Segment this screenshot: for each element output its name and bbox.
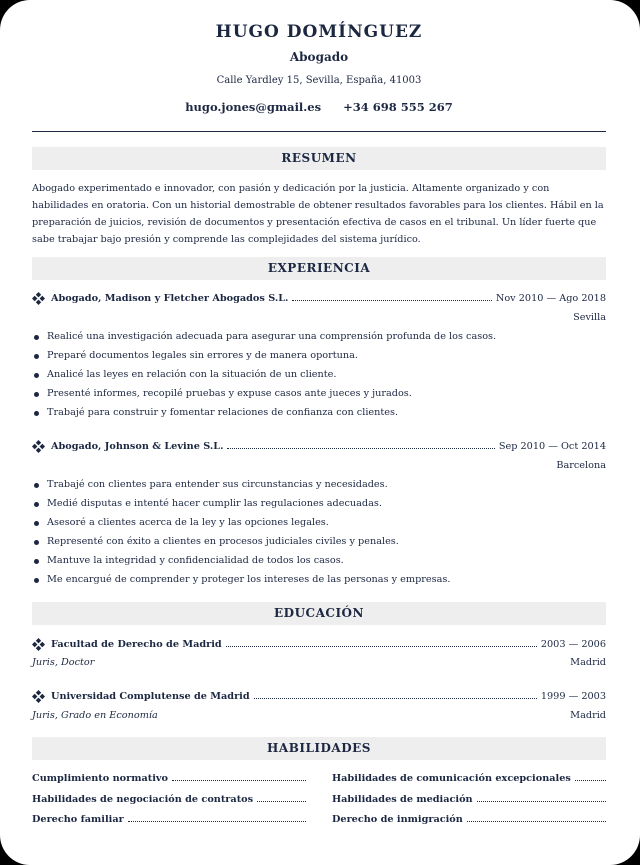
education-school: Facultad de Derecho de Madrid: [51, 638, 222, 650]
list-item: Trabajé para construir y fomentar relaciones de confianza con clientes.: [32, 406, 606, 425]
experience-entry-1-header: [32, 291, 606, 305]
dotted-leader: [254, 698, 537, 699]
dotted-leader: [292, 300, 491, 301]
experience-dates: Sep 2010 — Oct 2014: [498, 440, 606, 452]
candidate-address: Calle Yardley 15, Sevilla, España, 41003: [216, 75, 422, 86]
skill-item: [32, 771, 306, 785]
skill-item: [332, 812, 606, 826]
candidate-title: Abogado: [289, 50, 349, 64]
list-item: Preparé documentos legales sin errores y de manera oportuna.: [32, 349, 606, 368]
dotted-leader: [467, 821, 606, 822]
section-summary-heading: RESUMEN: [32, 147, 606, 170]
email-text: hugo.jones@gmail.es: [185, 100, 322, 114]
experience-2-bullets: [32, 478, 606, 592]
education-entry-1-header: [32, 637, 606, 651]
skill-label: Habilidades de mediación: [332, 793, 473, 805]
experience-role: Abogado, Johnson & Levine S.L.: [51, 440, 224, 452]
experience-location: Sevilla: [573, 312, 606, 323]
skill-item: [332, 771, 606, 785]
dotted-leader: [477, 801, 606, 802]
diamond-cluster-icon: [32, 292, 45, 305]
education-degree: Juris, Grado en Economía: [32, 710, 158, 721]
education-degree: Juris, Doctor: [32, 657, 95, 668]
dotted-leader: [257, 801, 306, 802]
list-item: Medié disputas e intenté hacer cumplir las regulaciones adecuadas.: [32, 497, 606, 516]
section-skills-heading: HABILIDADES: [32, 737, 606, 760]
skill-label: Habilidades de comunicación excepcionales: [332, 772, 571, 784]
diamond-cluster-icon: [32, 690, 45, 703]
skill-label: Derecho familiar: [32, 813, 124, 825]
skill-label: Derecho de inmigración: [332, 813, 463, 825]
summary-paragraph: Abogado experimentado e innovador, con pasión y dedicación por la justicia. Altamente organizado y con habilidades en oratoria. Con un historial demostrable de obtener resultados favorables para los clientes. Hábil en la preparación de juicios, revisión de documentos y presentación efectiva de casos en el tribunal. Un líder fuerte que sabe trabajar bajo presión y comprende las complejidades del sistema jurídico.: [32, 183, 604, 245]
experience-entry-1-sub: [32, 312, 606, 326]
dotted-leader: [575, 780, 606, 781]
candidate-name: HUGO DOMÍNGUEZ: [215, 22, 423, 42]
experience-entry-2-sub: [32, 460, 606, 474]
list-item: Realicé una investigación adecuada para asegurar una comprensión profunda de los casos.: [32, 330, 606, 349]
diamond-cluster-icon: [32, 440, 45, 453]
skill-item: [32, 812, 306, 826]
experience-location: Barcelona: [556, 460, 606, 471]
education-location: Madrid: [570, 710, 606, 721]
skill-label: Habilidades de negociación de contratos: [32, 793, 254, 805]
experience-role: Abogado, Madison y Fletcher Abogados S.L.: [51, 292, 289, 304]
education-entry-2-sub: [32, 710, 606, 724]
diamond-cluster-icon: [32, 638, 45, 651]
section-education-heading: EDUCACIÓN: [32, 602, 606, 625]
list-item: Analicé las leyes en relación con la situación de un cliente.: [32, 368, 606, 387]
education-dates: 2003 — 2006: [540, 638, 606, 650]
education-location: Madrid: [570, 657, 606, 668]
list-item: Asesoré a clientes acerca de la ley y las opciones legales.: [32, 516, 606, 535]
contact-line: [32, 100, 606, 114]
list-item: Representé con éxito a clientes en procesos judiciales civiles y penales.: [32, 535, 606, 554]
list-item: Mantuve la integridad y confidencialidad de todos los casos.: [32, 554, 606, 573]
dotted-leader: [172, 780, 306, 781]
skill-item: [32, 792, 306, 806]
header-divider: [32, 131, 606, 132]
list-item: Presenté informes, recopilé pruebas y expuse casos ante jueces y jurados.: [32, 387, 606, 406]
list-item: Me encargué de comprender y proteger los intereses de las personas y empresas.: [32, 573, 606, 592]
education-school: Universidad Complutense de Madrid: [51, 690, 250, 702]
experience-dates: Nov 2010 — Ago 2018: [495, 292, 606, 304]
dotted-leader: [128, 821, 306, 822]
dotted-leader: [227, 448, 494, 449]
experience-1-bullets: [32, 330, 606, 425]
education-entry-1-sub: [32, 657, 606, 671]
experience-entry-2-header: [32, 439, 606, 453]
education-dates: 1999 — 2003: [540, 690, 606, 702]
skill-label: Cumplimiento normativo: [32, 772, 168, 784]
skill-item: [332, 792, 606, 806]
education-entry-2-header: [32, 689, 606, 703]
list-item: Trabajé con clientes para entender sus circunstancias y necesidades.: [32, 478, 606, 497]
phone-text: +34 698 555 267: [343, 100, 453, 114]
dotted-leader: [226, 646, 537, 647]
section-experience-heading: EXPERIENCIA: [32, 257, 606, 280]
